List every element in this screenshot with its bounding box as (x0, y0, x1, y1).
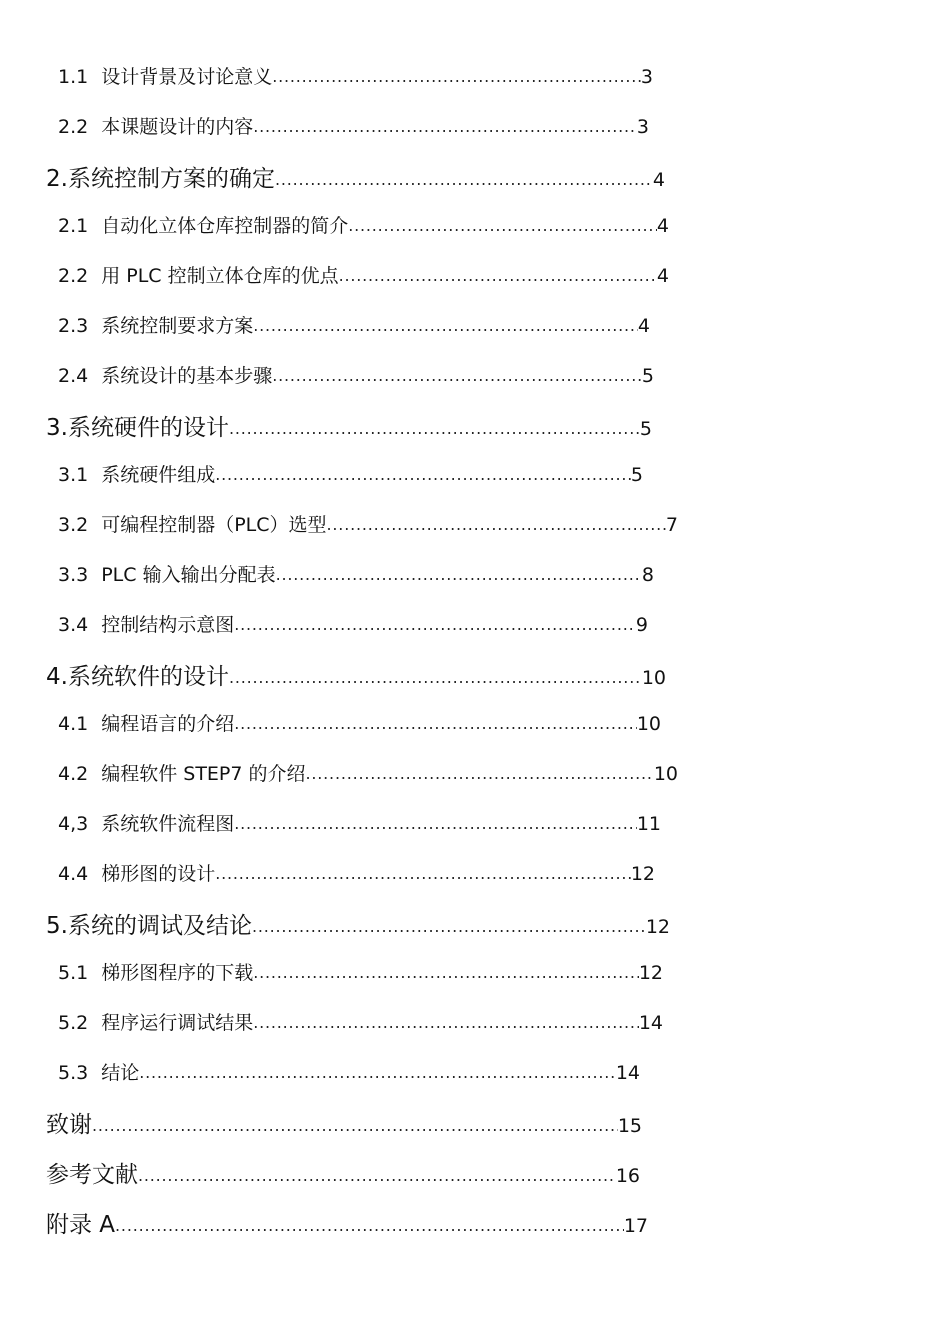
toc-dot-leader (234, 711, 637, 730)
toc-entry[interactable] (46, 907, 670, 940)
toc-entry-title: 梯形图程序的下载 (101, 962, 254, 984)
toc-dot-leader (339, 263, 657, 282)
toc-entry-page: 10 (636, 713, 661, 735)
toc-dot-leader (272, 363, 642, 382)
toc-entry-title: 系统控制要求方案 (101, 315, 254, 337)
toc-entry[interactable] (58, 261, 669, 288)
toc-entry[interactable] (58, 510, 678, 537)
toc-dot-leader (234, 612, 636, 631)
toc-entry[interactable] (58, 211, 669, 238)
toc-entry-title: 参考文献 (46, 1162, 138, 1188)
toc-entry-number: 2.3 (58, 315, 89, 337)
toc-entry-number: 2.2 (58, 116, 89, 138)
toc-entry-number: 4.2 (58, 763, 89, 785)
toc-entry-page: 4 (656, 265, 669, 287)
toc-entry-number: 2.4 (58, 365, 89, 387)
toc-dot-leader (229, 412, 640, 435)
toc-entry-page: 14 (615, 1062, 640, 1084)
toc-dot-leader (306, 761, 654, 780)
toc-entry[interactable] (58, 1008, 663, 1035)
toc-entry-page: 14 (638, 1012, 663, 1034)
toc-entry-page: 12 (645, 916, 670, 938)
toc-entry-title: 编程软件 STEP7 的介绍 (101, 763, 306, 785)
toc-dot-leader (92, 1109, 618, 1132)
toc-entry-page: 3 (636, 116, 649, 138)
toc-dot-leader (138, 1159, 616, 1182)
toc-entry[interactable] (58, 809, 661, 836)
toc-entry[interactable] (46, 409, 652, 442)
toc-entry-number: 4,3 (58, 813, 89, 835)
toc-entry[interactable] (58, 859, 655, 886)
toc-entry-title: 设计背景及讨论意义 (101, 66, 273, 88)
toc-entry-title: 可编程控制器（PLC）选型 (101, 514, 327, 536)
toc-entry[interactable] (58, 610, 648, 637)
toc-entry-title: 梯形图的设计 (101, 863, 216, 885)
toc-entry-page: 9 (635, 614, 648, 636)
toc-dot-leader (253, 313, 638, 332)
toc-entry-title: 系统设计的基本步骤 (101, 365, 273, 387)
toc-entry-page: 11 (636, 813, 661, 835)
toc-entry[interactable] (58, 958, 663, 985)
toc-entry-page: 4 (652, 169, 665, 191)
toc-entry-title: 4.系统软件的设计 (46, 664, 229, 690)
toc-entry-page: 16 (615, 1165, 640, 1187)
toc-entry[interactable] (58, 709, 661, 736)
toc-dot-leader (215, 861, 631, 880)
toc-dot-leader (348, 213, 657, 232)
toc-entry-number: 3.1 (58, 464, 89, 486)
toc-entry-title: 用 PLC 控制立体仓库的优点 (101, 265, 339, 287)
toc-entry-page: 5 (641, 365, 654, 387)
toc-entry[interactable] (58, 112, 649, 139)
toc-entry-title: 自动化立体仓库控制器的简介 (101, 215, 349, 237)
toc-entry-page: 12 (638, 962, 663, 984)
toc-dot-leader (234, 811, 637, 830)
toc-entry[interactable] (46, 1106, 642, 1139)
toc-entry-page: 5 (639, 418, 652, 440)
toc-dot-leader (275, 163, 653, 186)
toc-entry[interactable] (58, 311, 650, 338)
toc-entry[interactable] (58, 759, 678, 786)
toc-dot-leader (139, 1060, 616, 1079)
toc-entry-number: 4.4 (58, 863, 89, 885)
toc-entry-title: 系统硬件组成 (101, 464, 216, 486)
toc-entry-page: 12 (630, 863, 655, 885)
toc-entry[interactable] (46, 160, 665, 193)
toc-entry-number: 3.2 (58, 514, 89, 536)
toc-entry-title: 结论 (101, 1062, 140, 1084)
toc-entry-title: 致谢 (46, 1112, 92, 1138)
toc-entry-page: 8 (641, 564, 654, 586)
toc-dot-leader (327, 512, 666, 531)
toc-entry-page: 17 (623, 1215, 648, 1237)
toc-entry-page: 10 (641, 667, 666, 689)
toc-entry[interactable] (46, 1206, 648, 1239)
toc-entry-page: 15 (617, 1115, 642, 1137)
toc-entry[interactable] (58, 62, 653, 89)
toc-entry-number: 3.3 (58, 564, 89, 586)
toc-dot-leader (215, 462, 631, 481)
toc-entry-number: 2.2 (58, 265, 89, 287)
toc-entry[interactable] (58, 361, 654, 388)
toc-entry-number: 2.1 (58, 215, 89, 237)
toc-dot-leader (272, 64, 641, 83)
toc-entry-number: 5.1 (58, 962, 89, 984)
toc-entry-title: 附录 A (46, 1212, 116, 1238)
toc-entry-title: 系统软件流程图 (101, 813, 235, 835)
toc-entry-title: 控制结构示意图 (101, 614, 235, 636)
toc-entry-page: 4 (637, 315, 650, 337)
toc-entry-number: 1.1 (58, 66, 89, 88)
toc-dot-leader (276, 562, 642, 581)
toc-dot-leader (253, 960, 639, 979)
toc-dot-leader (253, 1010, 639, 1029)
toc-dot-leader (229, 661, 642, 684)
toc-entry[interactable] (46, 1156, 640, 1189)
toc-entry[interactable] (58, 560, 654, 587)
toc-entry-number: 4.1 (58, 713, 89, 735)
toc-entry-title: PLC 输入输出分配表 (101, 564, 276, 586)
toc-entry-page: 3 (640, 66, 653, 88)
toc-entry-title: 5.系统的调试及结论 (46, 913, 252, 939)
toc-entry-title: 编程语言的介绍 (101, 713, 235, 735)
toc-entry[interactable] (58, 460, 643, 487)
toc-entry-title: 本课题设计的内容 (101, 116, 254, 138)
toc-entry-number: 5.2 (58, 1012, 89, 1034)
toc-entry[interactable] (58, 1058, 640, 1085)
toc-entry-page: 7 (665, 514, 678, 536)
toc-entry-title: 3.系统硬件的设计 (46, 415, 229, 441)
toc-entry-page: 4 (656, 215, 669, 237)
toc-entry-page: 10 (653, 763, 678, 785)
toc-entry-title: 2.系统控制方案的确定 (46, 166, 275, 192)
toc-entry-page: 5 (630, 464, 643, 486)
toc-entry-number: 3.4 (58, 614, 89, 636)
toc-entry[interactable] (46, 658, 666, 691)
toc-entry-title: 程序运行调试结果 (101, 1012, 254, 1034)
toc-dot-leader (115, 1209, 624, 1232)
toc-entry-number: 5.3 (58, 1062, 89, 1084)
toc-dot-leader (253, 114, 637, 133)
toc-dot-leader (252, 910, 646, 933)
